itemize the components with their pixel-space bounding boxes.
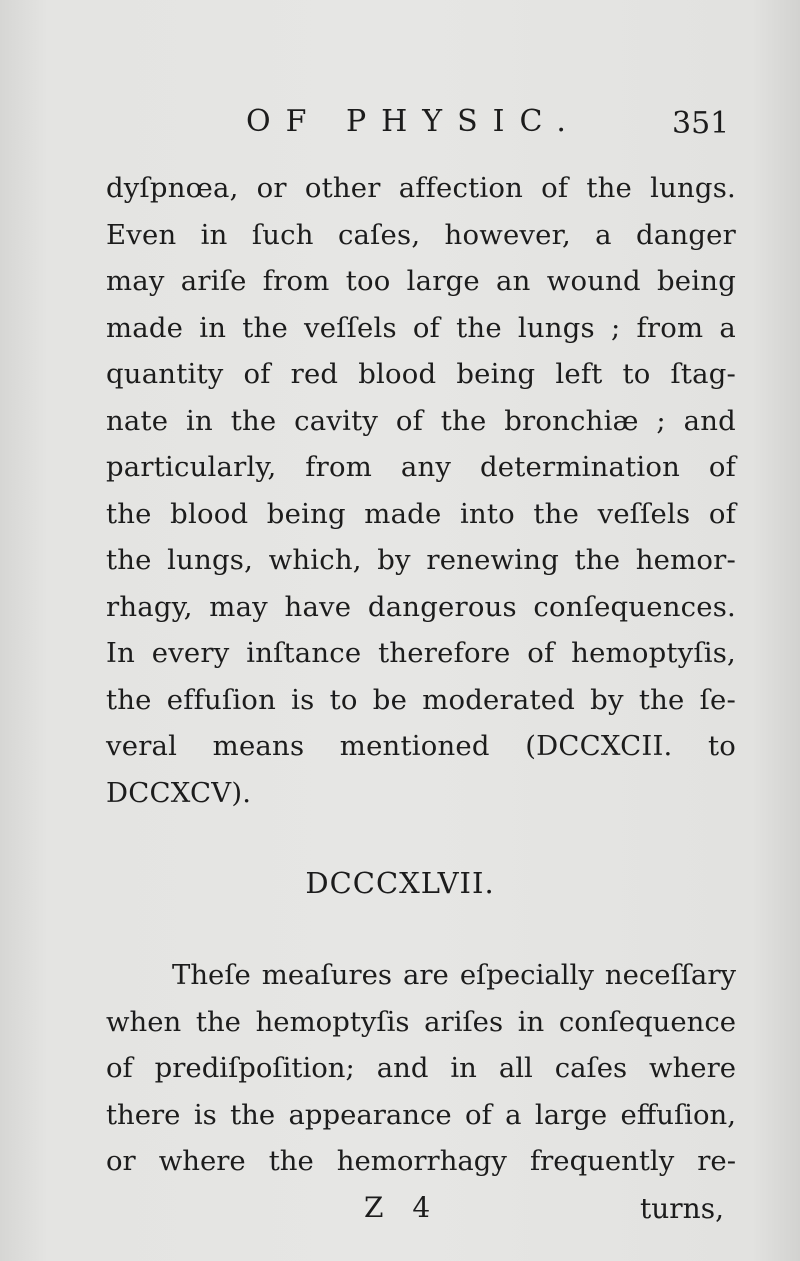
text-line: rhagy, may have dangerous conſequences.: [106, 590, 736, 623]
text-line: made in the veſſels of the lungs ; from a: [106, 311, 736, 344]
running-head-title: OF PHYSIC.: [246, 104, 581, 139]
section-heading: DCCCXLVII.: [305, 866, 495, 900]
text-line: quantity of red blood being left to ſtag-: [106, 358, 736, 390]
page-number: 351: [672, 106, 730, 141]
text-line: particularly, from any determination of: [106, 451, 736, 483]
catchword: turns,: [640, 1192, 724, 1225]
signature-mark: Z 4: [364, 1191, 441, 1224]
paragraph-2: [106, 952, 736, 1185]
text-line: nate in the cavity of the bronchiæ ; and: [106, 404, 736, 437]
text-line: Theſe meaſures are eſpecially neceſſary: [172, 959, 736, 991]
running-head: [0, 104, 800, 144]
text-line: dyſpnœa, or other affection of the lungs.: [106, 172, 736, 204]
text-line: veral means mentioned (DCCXCII. to: [106, 730, 736, 762]
text-line: the effuſion is to be moderated by the ſe-: [106, 683, 736, 716]
text-line: the blood being made into the veſſels of: [106, 497, 736, 530]
text-line: DCCXCV).: [106, 776, 252, 809]
text-line: or where the hemorrhagy frequently re-: [106, 1145, 736, 1177]
text-line: of prediſpoſition; and in all caſes where: [106, 1052, 736, 1084]
text-line: may ariſe from too large an wound being: [106, 265, 736, 297]
text-line: Even in ſuch caſes, however, a danger: [106, 218, 736, 251]
paragraph-1: [106, 165, 736, 816]
text-line: when the hemoptyſis ariſes in conſequence: [106, 1005, 736, 1038]
text-line: In every inſtance therefore of hemoptyſis,: [106, 637, 736, 669]
text-line: there is the appearance of a large effuſion,: [106, 1098, 736, 1131]
text-line: the lungs, which, by renewing the hemor-: [106, 544, 736, 576]
